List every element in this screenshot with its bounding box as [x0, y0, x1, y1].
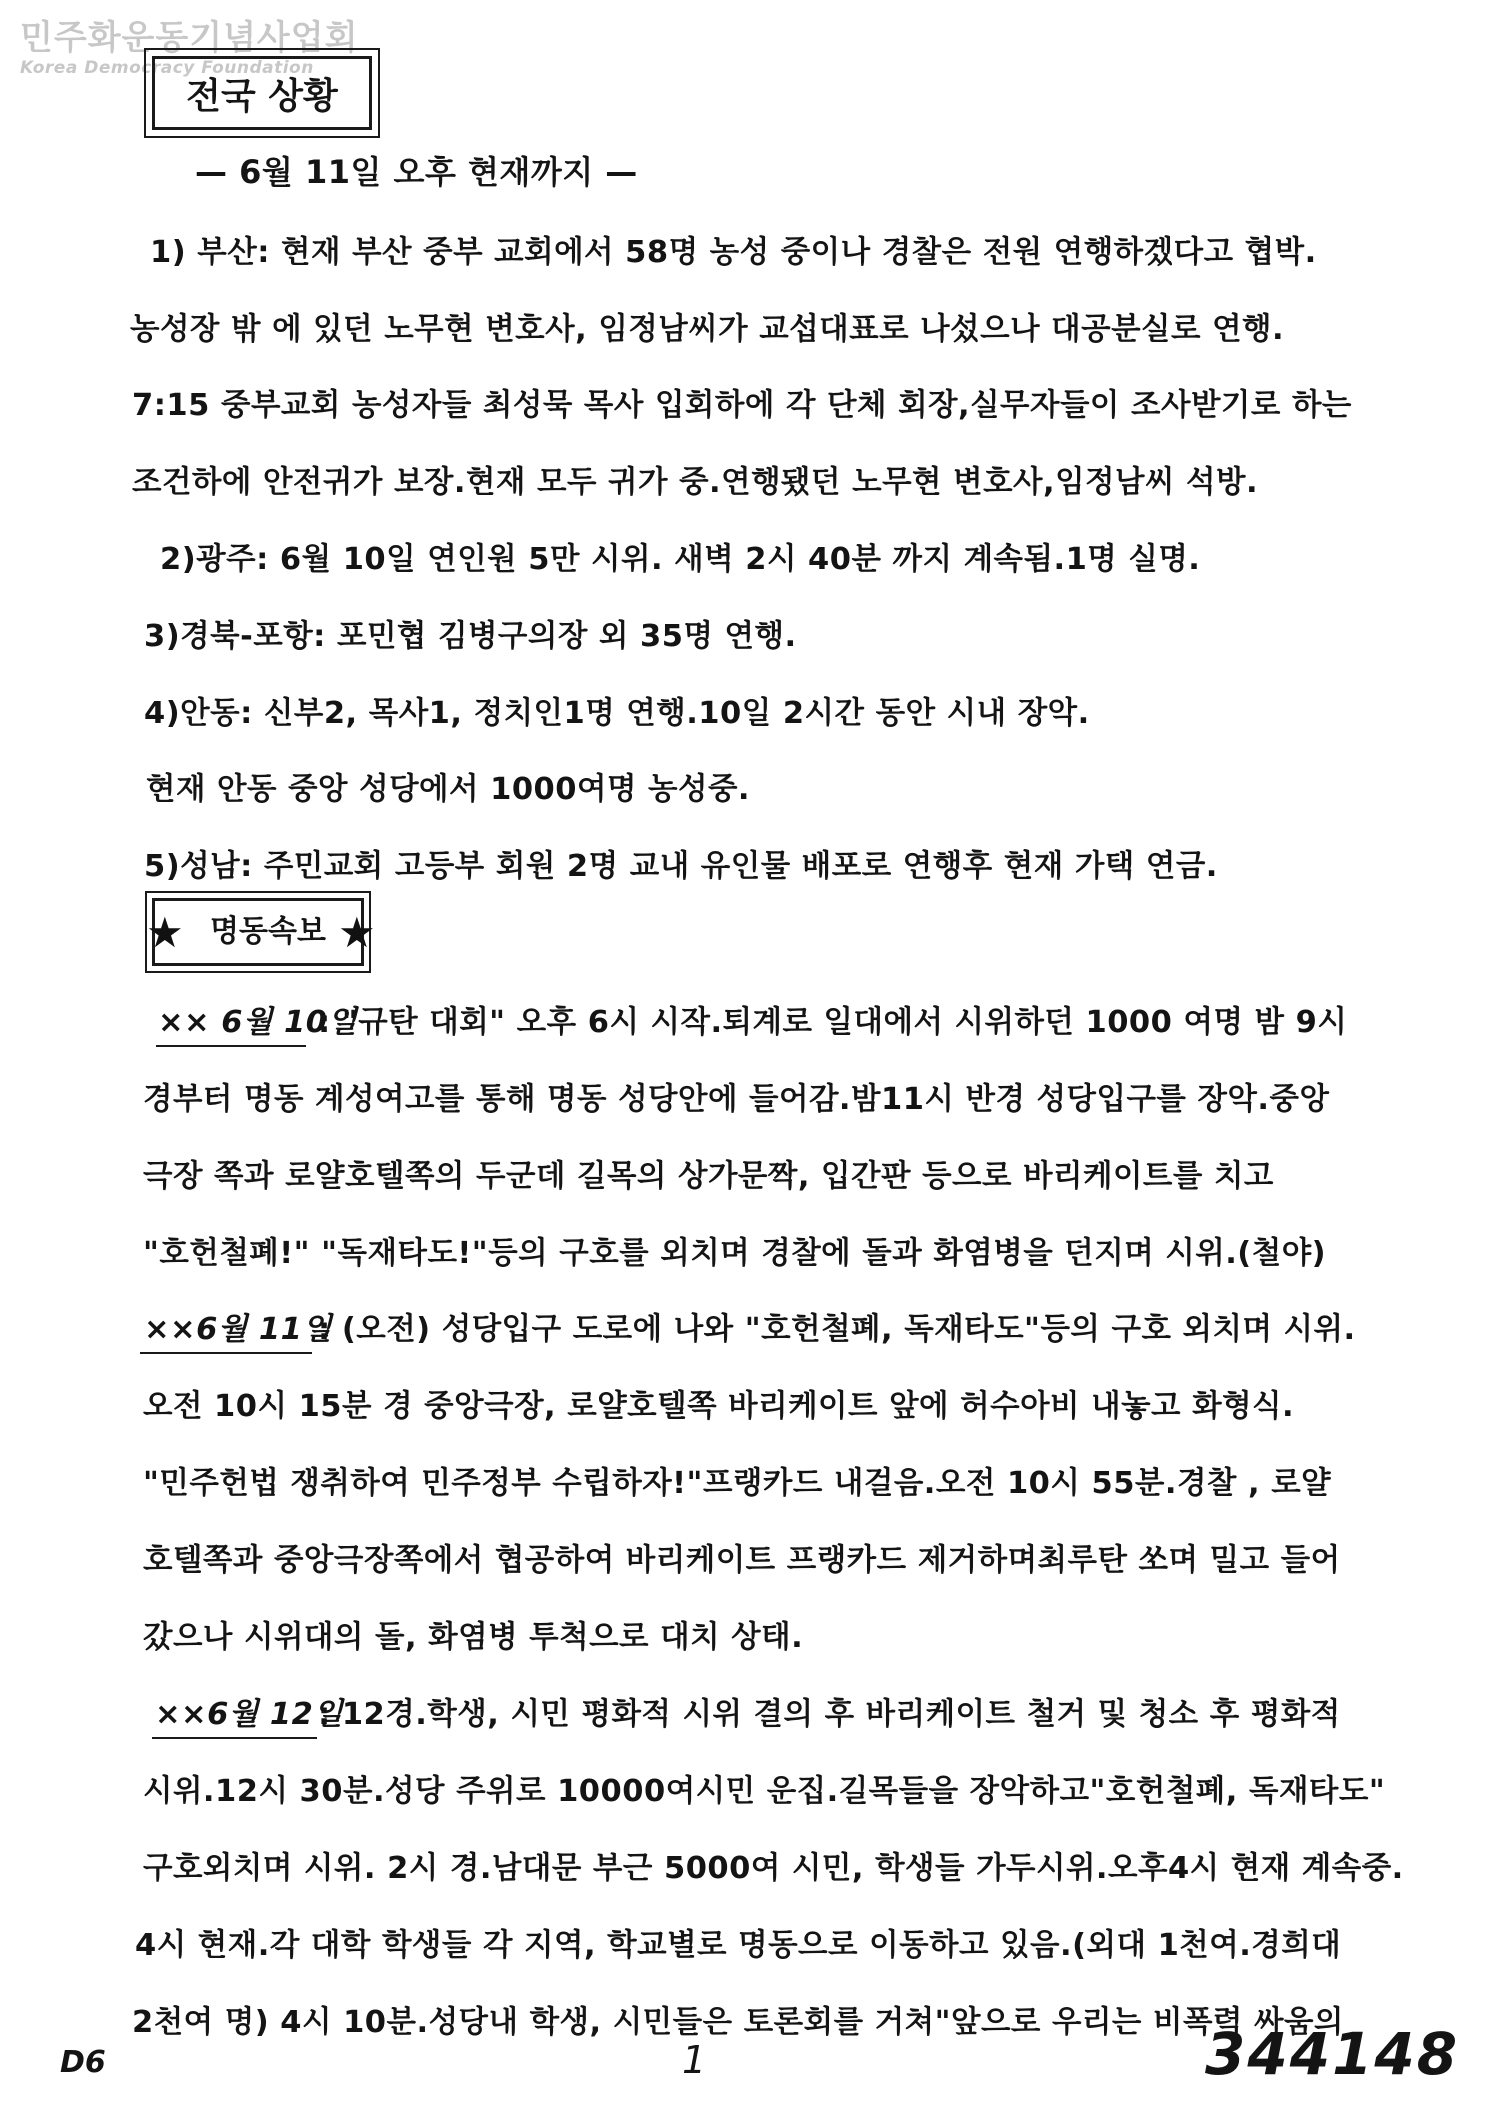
date-underline — [140, 1352, 312, 1354]
entry-line: 갔으나 시위대의 돌, 화염병 투척으로 대치 상태. — [143, 1620, 804, 1655]
report-line: 3)경북-포항: 포민협 김병구의장 외 35명 연행. — [144, 619, 797, 654]
report-line: 현재 안동 중앙 성당에서 1000여명 농성중. — [146, 772, 751, 807]
date-underline — [152, 1737, 317, 1739]
entry-date: ×× 6월 10일 — [158, 1005, 358, 1040]
report-line: 1) 부산: 현재 부산 중부 교회에서 58명 농성 중이나 경찰은 전원 연행하겠다고 협박. — [150, 235, 1317, 270]
report-line: 5)성남: 주민교회 고등부 회원 2명 교내 유인물 배포로 연행후 현재 가택 연금. — [144, 849, 1218, 884]
date-underline — [156, 1045, 306, 1047]
report-line: 조건하에 안전귀가 보장.현재 모두 귀가 중.연행됐던 노무현 변호사,임정남씨 석방. — [132, 465, 1259, 500]
report-line: 7:15 중부교회 농성자들 최성묵 목사 입회하에 각 단체 회장,실무자들이 조사받기로 하는 — [132, 388, 1352, 423]
report-line: 4)안동: 신부2, 목사1, 정치인1명 연행.10일 2시간 동안 시내 장악. — [144, 696, 1090, 731]
entry-line: 2천여 명) 4시 10분.성당내 학생, 시민들은 토론회를 거쳐"앞으로 우리는 비폭력 싸움의 — [132, 2005, 1344, 2040]
margin-note: D6 — [60, 2045, 106, 2080]
star-icon: ★ — [338, 908, 376, 957]
entry-line: "호헌철폐!" "독재타도!"등의 구호를 외치며 경찰에 돌과 화염병을 던지며 시위.(철야) — [143, 1236, 1327, 1271]
entry-line: 구호외치며 시위. 2시 경.남대문 부근 5000여 시민, 학생들 가두시위.오후4시 현재 계속중. — [143, 1851, 1404, 1886]
watermark-korean: 민주화운동기념사업회 — [20, 18, 359, 58]
entry-line: : 12경.학생, 시민 평화적 시위 결의 후 바리케이트 철거 및 청소 후 평화적 — [318, 1697, 1341, 1732]
entry-line: 극장 쪽과 로얄호텔쪽의 두군데 길목의 상가문짝, 입간판 등으로 바리케이트를 치고 — [143, 1159, 1274, 1194]
entry-line: 4시 현재.각 대학 학생들 각 지역, 학교별로 명동으로 이동하고 있음.(외대 1천여.경희대 — [135, 1928, 1342, 1963]
report-line: 농성장 밖 에 있던 노무현 변호사, 임정남씨가 교섭대표로 나섰으나 대공분실로 연행. — [130, 312, 1285, 347]
star-icon: ★ — [146, 908, 184, 957]
entry-date: ××6월 12일 — [155, 1697, 344, 1732]
entry-line: 호텔쪽과 중앙극장쪽에서 협공하여 바리케이트 프랭카드 제거하며최루탄 쏘며 밀고 들어 — [143, 1543, 1341, 1578]
entry-line: 오전 10시 15분 경 중앙극장, 로얄호텔쪽 바리케이트 앞에 허수아비 내놓고 화형식. — [143, 1389, 1295, 1424]
page-title: 전국 상황 — [152, 56, 372, 130]
entry-line: "민주헌법 쟁취하여 민주정부 수립하자!"프랭카드 내걸음.오전 10시 55분.경찰 , 로얄 — [143, 1466, 1332, 1501]
entry-line: : (오전) 성당입구 도로에 나와 "호헌철폐, 독재타도"등의 구호 외치며 시위. — [318, 1312, 1356, 1347]
watermark-english: Korea Democracy Foundation — [20, 58, 314, 78]
entry-line: 경부터 명동 계성여고를 통해 명동 성당안에 들어감.밤11시 반경 성당입구를 장악.중앙 — [143, 1082, 1330, 1117]
page-subtitle: — 6월 11일 오후 현재까지 — — [195, 153, 638, 191]
document-number: 344148 — [1205, 2020, 1460, 2088]
myeongdong-badge-label: 명동속보 — [210, 914, 326, 949]
entry-date: ××6월 11일 — [144, 1312, 333, 1347]
report-line: 2)광주: 6월 10일 연인원 5만 시위. 새벽 2시 40분 까지 계속됨.1명 실명. — [160, 542, 1201, 577]
entry-line: : "규탄 대회" 오후 6시 시작.퇴계로 일대에서 시위하던 1000 여명 밤 9시 — [318, 1005, 1348, 1040]
entry-line: 시위.12시 30분.성당 주위로 10000여시민 운집.길목들을 장악하고"호헌철폐, 독재타도" — [143, 1774, 1386, 1809]
page-number: 1 — [682, 2038, 707, 2082]
